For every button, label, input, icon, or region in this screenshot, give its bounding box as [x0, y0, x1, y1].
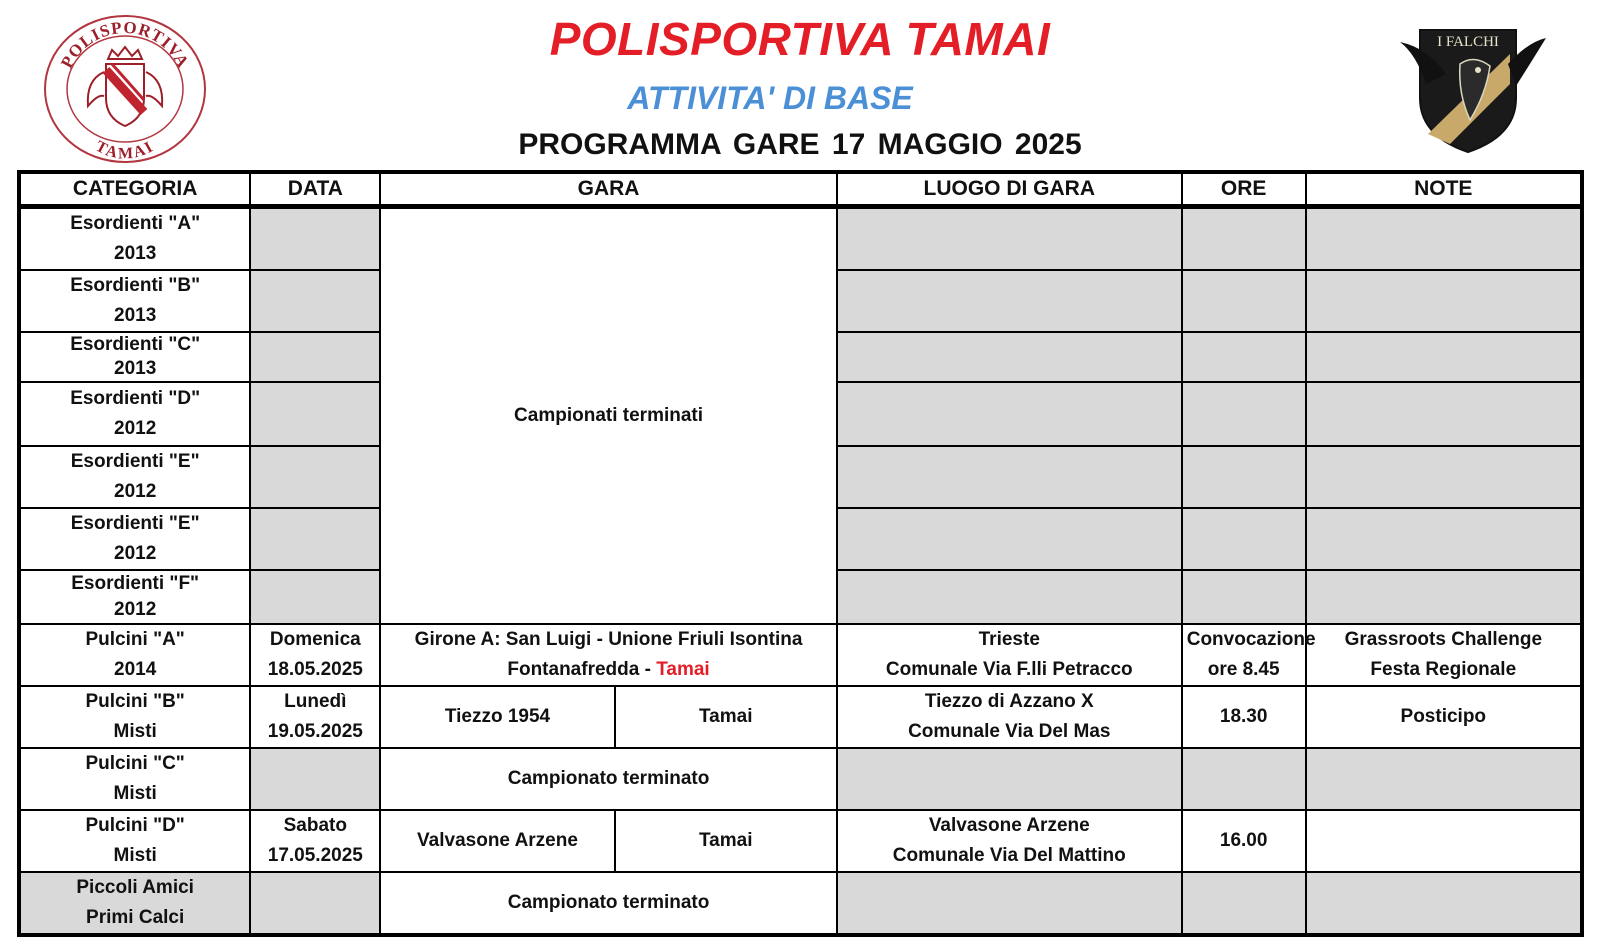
category-cell: Pulcini "C" Misti [19, 748, 250, 810]
table-header-row [19, 172, 1582, 207]
note-cell: Grassroots Challenge Festa Regionale [1306, 624, 1582, 686]
category-cell: Pulcini "D" Misti [19, 810, 250, 872]
category-cell: Esordienti "E" 2012 [19, 508, 250, 570]
col-data: DATA [250, 172, 380, 207]
table-row [19, 207, 1582, 271]
match-cell: Girone A: San Luigi - Unione Friuli Isontina Fontanafredda - Tamai [380, 624, 837, 686]
col-note: NOTE [1306, 172, 1582, 207]
note-cell: Posticipo [1306, 686, 1582, 748]
category-cell: Esordienti "B" 2013 [19, 270, 250, 332]
home-team-cell: Tiezzo 1954 [380, 686, 614, 748]
time-cell: 18.30 [1182, 686, 1306, 748]
campionati-terminati-cell: Campionati terminati [380, 207, 837, 625]
col-luogo: LUOGO DI GARA [837, 172, 1182, 207]
i-falchi-logo [1398, 24, 1548, 156]
page-title: POLISPORTIVA TAMAI [549, 13, 1051, 65]
category-cell: Pulcini "A" 2014 [19, 624, 250, 686]
category-cell: Esordienti "F" 2012 [19, 570, 250, 624]
table-row [19, 810, 1582, 872]
venue-cell: Tiezzo di Azzano X Comunale Via Del Mas [837, 686, 1182, 748]
page-subtitle: ATTIVITA' DI BASE [627, 80, 913, 116]
venue-cell: Trieste Comunale Via F.lli Petracco [837, 624, 1182, 686]
date-cell: Lunedì 19.05.2025 [250, 686, 380, 748]
note-cell [1306, 810, 1582, 872]
category-cell: Esordienti "E" 2012 [19, 446, 250, 508]
col-gara: GARA [380, 172, 837, 207]
table-row [19, 872, 1582, 935]
away-team-cell: Tamai [615, 810, 837, 872]
time-cell: Convocazione ore 8.45 [1182, 624, 1306, 686]
table-row [19, 624, 1582, 686]
svg-text:POLISPORTIVA: POLISPORTIVA [57, 17, 193, 72]
program-title: PROGRAMMA GARE 17 MAGGIO 2025 [518, 128, 1082, 161]
polisportiva-tamai-logo [42, 14, 208, 164]
category-cell: Piccoli Amici Primi Calci [19, 872, 250, 935]
schedule-table [17, 170, 1584, 937]
venue-cell: Valvasone Arzene Comunale Via Del Mattino [837, 810, 1182, 872]
col-ore: ORE [1182, 172, 1306, 207]
away-team-cell: Tamai [615, 686, 837, 748]
home-team-cell: Valvasone Arzene [380, 810, 614, 872]
col-categoria: CATEGORIA [19, 172, 250, 207]
time-cell: 16.00 [1182, 810, 1306, 872]
category-cell: Esordienti "D" 2012 [19, 382, 250, 446]
category-cell: Esordienti "C" 2013 [19, 332, 250, 382]
svg-text:I FALCHI: I FALCHI [1437, 34, 1499, 50]
table-row [19, 748, 1582, 810]
date-cell: Sabato 17.05.2025 [250, 810, 380, 872]
match-cell: Campionato terminato [380, 872, 837, 935]
match-cell: Campionato terminato [380, 748, 837, 810]
date-cell: Domenica 18.05.2025 [250, 624, 380, 686]
category-cell: Esordienti "A" 2013 [19, 207, 250, 271]
table-row [19, 686, 1582, 748]
svg-text:TAMAI: TAMAI [92, 137, 158, 163]
category-cell: Pulcini "B" Misti [19, 686, 250, 748]
